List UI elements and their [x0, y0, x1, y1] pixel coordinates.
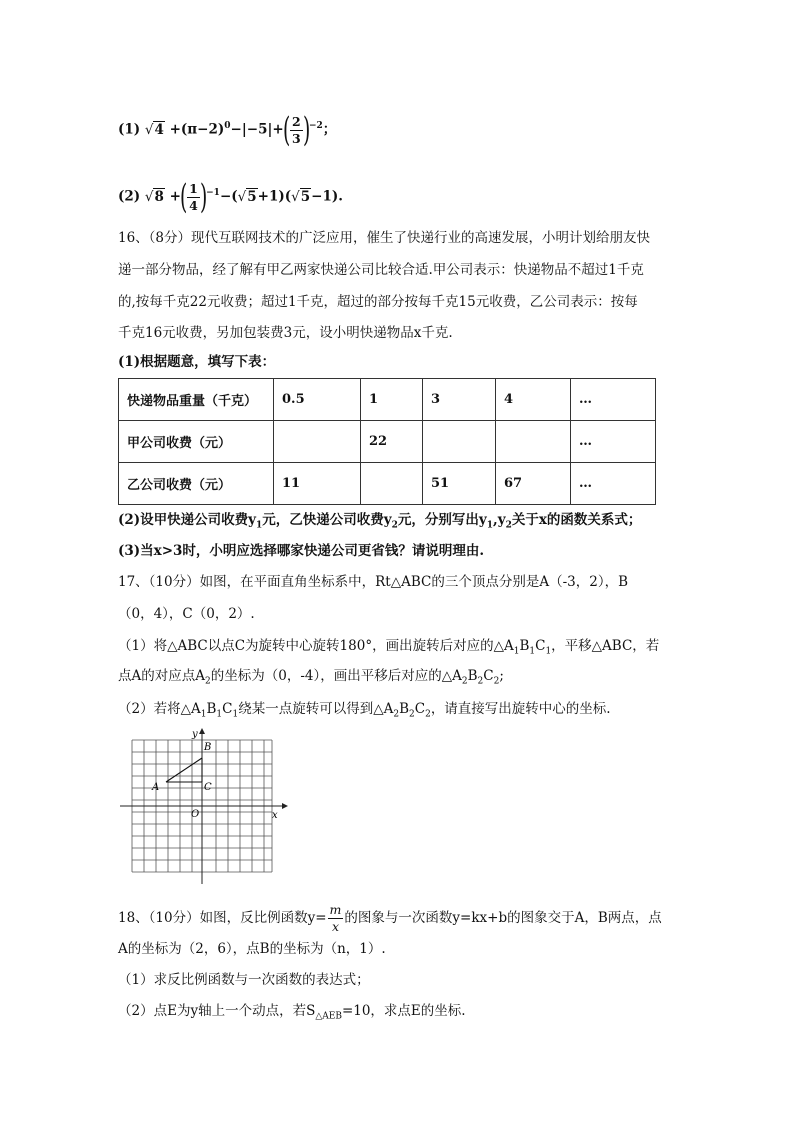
point-a-label: A — [152, 782, 160, 793]
q15-part2: (2) √8 +( $\frac{1}{4}$ )$^{-1}$−(√5+1)(√5−1). — [118, 177, 343, 217]
q17-line1: 17、（10分）如图，在平面直角坐标系中，Rt△ABC的三个顶点分别是A（-3，2），B — [118, 574, 628, 590]
q18-line1: 18、（10分）如图，反比例函数y= $\frac{m}{x}$ 的图象与一次函数y=kx+b的图象交于A，B两点，点 — [118, 902, 662, 934]
q17-part1-line2: 点A的对应点$A_2$的坐标为（0，-4），画出平移后对应的$\triangle A_2B_2C_2$; — [118, 668, 504, 687]
fraction-1-4: $\frac{1}{4}$ — [189, 180, 198, 213]
sqrt-5: √5 — [237, 188, 257, 205]
point-b-label: B — [204, 742, 212, 753]
sqrt-5: √5 — [291, 188, 311, 205]
q16-sub3: (3)当x>3时，小明应选择哪家快递公司更省钱？请说明理由. — [118, 543, 485, 559]
table-row: 甲公司收费（元） 22 … — [119, 421, 656, 463]
q18-line2: A的坐标为（2，6），点B的坐标为（n，1）. — [118, 941, 386, 957]
y-axis-label: y — [192, 729, 198, 740]
fees-table — [118, 378, 656, 505]
fraction-2-3: $\frac{2}{3}$ — [291, 113, 301, 146]
triangle-abc — [166, 758, 202, 782]
sqrt-8: √8 — [144, 188, 164, 205]
q16-line4: 千克16元收费，另加包装费3元，设小明快递物品x千克. — [118, 325, 453, 341]
coordinate-grid-figure — [118, 728, 288, 886]
point-c-label: C — [204, 782, 212, 793]
table-row: 乙公司收费（元） 11 51 67 … — [119, 463, 656, 505]
q17-line2: （0，4），C（0，2）. — [118, 606, 255, 622]
q18-part1: （1）求反比例函数与一次函数的表达式； — [118, 972, 370, 988]
q16-sub1: (1)根据题意，填写下表： — [118, 354, 276, 370]
sqrt-4: √4 — [144, 121, 164, 138]
q15-part1: (1) $√4 +(\pi-2)^0-|-5|+$( $\frac{2}{3}$ )$^{-2}$； — [118, 110, 337, 150]
q16-line3: 的,按每千克22元收费；超过1千克，超过的部分按每千克15元收费，乙公司表示：按每 — [118, 294, 638, 310]
q17-part1-line1: （1）将△ABC以点C为旋转中心旋转180°，画出旋转后对应的$\triangle A_1B_1C_1$，平移△ABC，若 — [118, 638, 660, 657]
q16-line2: 递一部分物品，经了解有甲乙两家快递公司比较合适.甲公司表示：快递物品不超过1千克 — [118, 262, 644, 278]
q16-line1: 16、（8分）现代互联网技术的广泛应用，催生了快递行业的高速发展，小明计划给朋友快 — [118, 230, 651, 246]
x-axis-label: x — [272, 810, 278, 821]
q17-part2: （2）若将$\triangle A_1B_1C_1$绕某一点旋转可以得到$\triangle A_2B_2C_2$，请直接写出旋转中心的坐标. — [118, 701, 611, 720]
table-row: 快递物品重量（千克） 0.5 1 3 4 … — [119, 379, 656, 421]
q18-part2: （2）点E为y轴上一个动点，若$S_{\triangle AEB}=10$，求点E的坐标. — [118, 1003, 466, 1022]
fraction-m-x: $\frac{m}{x}$ — [329, 902, 342, 934]
q16-sub2: (2)设甲快递公司收费$y_1$元，乙快递公司收费$y_2$元，分别写出$y_1,y_2$关于x的函数关系式； — [118, 512, 642, 531]
origin-label: O — [191, 809, 200, 820]
